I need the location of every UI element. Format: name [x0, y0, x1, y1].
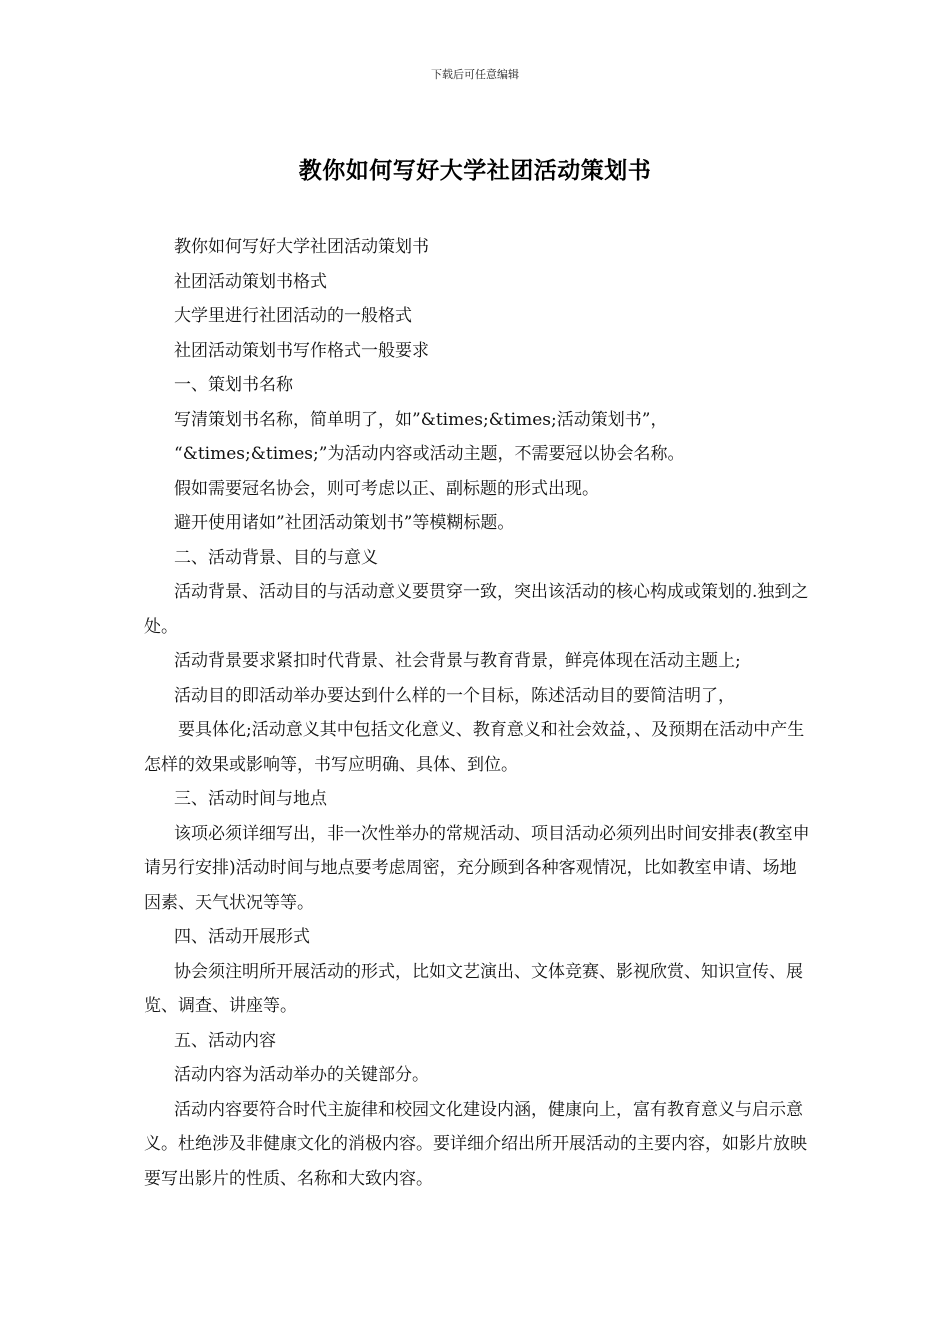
section-heading: 五、活动内容 — [174, 1030, 276, 1051]
document-title: 教你如何写好大学社团活动策划书 — [298, 157, 652, 184]
paragraph: 协会须注明所开展活动的形式，比如文艺演出、文体竞赛、影视欣赏、知识宣传、展览、调查、讲座等。 — [144, 961, 803, 1016]
paragraph: “&times;&times;”为活动内容或活动主题，不需要冠以协会名称。 — [174, 444, 685, 464]
paragraph: 要具体化;活动意义其中包括文化意义、教育意义和社会效益，、及预期在活动中产生怎样的效果或影响等，书写应明确、具体、到位。 — [144, 720, 805, 775]
section-heading: 四、活动开展形式 — [174, 927, 310, 947]
paragraph: 活动内容要符合时代主旋律和校园文化建设内涵，健康向上，富有教育意义与启示意义。杜绝涉及非健康文化的消极内容。要详细介绍出所开展活动的主要内容，如影片放映要写出影片的性质、名称和大致内容。 — [144, 1099, 807, 1189]
paragraph: 活动目的即活动举办要达到什么样的一个目标，陈述活动目的要简洁明了， — [174, 685, 735, 706]
section-heading: 一、策划书名称 — [174, 375, 293, 395]
document-body — [144, 230, 810, 1196]
section-heading: 三、活动时间与地点 — [174, 789, 327, 809]
paragraph: 社团活动策划书写作格式一般要求 — [174, 340, 429, 361]
paragraph: 该项必须详细写出，非一次性举办的常规活动、项目活动必须列出时间安排表(教室申请另行安排)活动时间与地点要考虑周密，充分顾到各种客观情况，比如教室申请、场地因素、天气状况等等。 — [144, 823, 810, 913]
paragraph: 假如需要冠名协会，则可考虑以正、副标题的形式出现。 — [174, 478, 599, 499]
paragraph: 社团活动策划书格式 — [174, 271, 327, 292]
paragraph: 大学里进行社团活动的一般格式 — [174, 306, 412, 326]
header-note: 下载后可任意编辑 — [431, 68, 519, 81]
paragraph: 活动内容为活动举办的关键部分。 — [174, 1065, 429, 1085]
paragraph: 活动背景要求紧扣时代背景、社会背景与教育背景，鲜亮体现在活动主题上; — [174, 651, 741, 671]
section-heading: 二、活动背景、目的与意义 — [174, 547, 378, 568]
paragraph: 写清策划书名称，简单明了，如”&times;&times;活动策划书”， — [174, 409, 668, 430]
paragraph: 教你如何写好大学社团活动策划书 — [174, 237, 429, 257]
paragraph: 活动背景、活动目的与活动意义要贯穿一致，突出该活动的核心构成或策划的.独到之处。 — [144, 582, 809, 637]
paragraph: 避开使用诸如”社团活动策划书”等模糊标题。 — [174, 513, 515, 533]
